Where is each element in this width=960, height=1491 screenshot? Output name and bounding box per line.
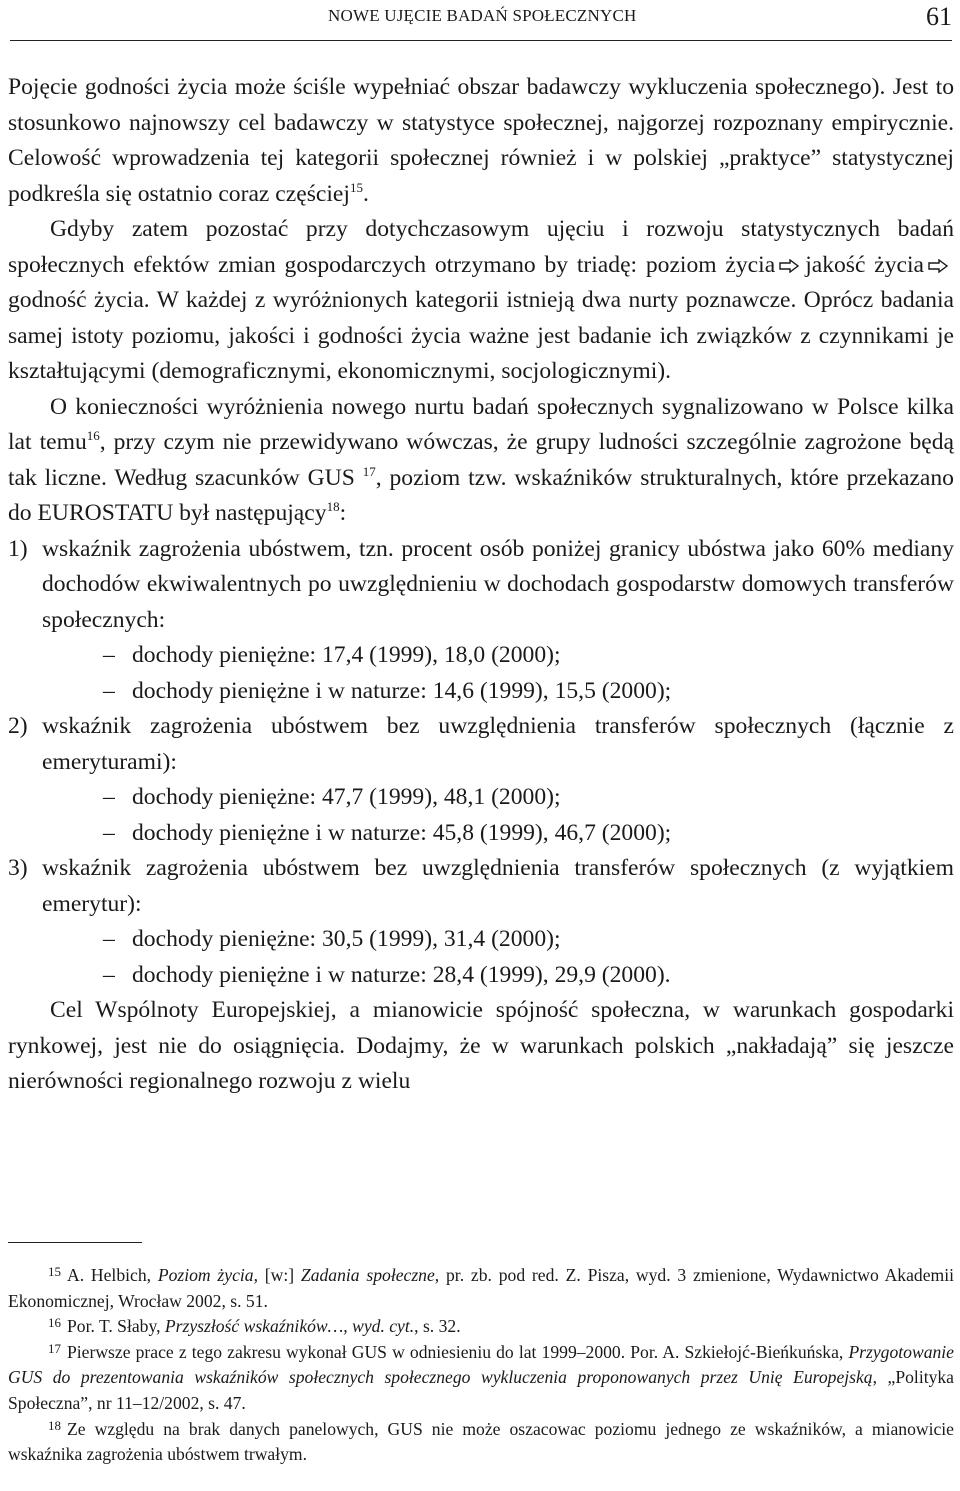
page-number: 61	[926, 2, 952, 31]
right-arrow-icon	[928, 259, 948, 273]
main-text	[8, 70, 954, 1100]
page-header	[10, 0, 952, 41]
footnote-18: $^{18}$ Ze względu na brak danych panelowych, GUS nie może oszacowac poziomu jednego ze wskaźników, a mianowicie wskaźnika zagrożenia ubóstwem trwałym.	[8, 1417, 954, 1465]
right-arrow-icon	[779, 259, 799, 273]
footnote-separator	[8, 1242, 142, 1243]
footnote-ref-15[interactable]: 15	[349, 179, 363, 195]
paragraph-4: Cel Wspólnoty Europejskiej, a mianowicie spójność społeczna, w warunkach gospodarki rynkowej, jest nie do osiągnięcia. Dodajmy, że w warunkach polskich „nakładają” się jeszcze nierówności regionalnego rozwoju z wielu	[8, 997, 954, 1094]
sub-list-item: – dochody pieniężne: 47,7 (1999), 48,1 (2000);	[103, 784, 561, 810]
footnote-ref-16[interactable]: 16	[86, 428, 100, 443]
list-item: 3) wskaźnik zagrożenia ubóstwem bez uwzględnienia transferów społecznych (z wyjątkiem emerytur):	[8, 855, 954, 917]
footnote-17: $^{17}$ Pierwsze prace z tego zakresu wykonał GUS w odniesieniu do lat 1999–2000. Por. A. Szkiełojć-Bieńkuńska, Przygotowanie GUS do prezentowania wskaźników społecznych społecznego wykluczenia proponowanych przez Unię Europejską, „Polityka Społeczna”, nr 11–12/2002, s. 47.	[8, 1340, 954, 1413]
footnote-ref-17[interactable]: 17	[362, 463, 376, 479]
footnotes	[8, 1263, 954, 1468]
footnote-15: $^{15}$ A. Helbich, Poziom życia, [w:] Zadania społeczne, pr. zb. pod red. Z. Pisza, wyd. 3 zmienione, Wydawnictwo Akademii Ekonomicznej, Wrocław 2002, s. 51.	[8, 1264, 954, 1311]
list-item: 1) wskaźnik zagrożenia ubóstwem, tzn. procent osób poniżej granicy ubóstwa jako 60% mediany dochodów ekwiwalentnych po uwzględnieniu w dochodach gospodarstw domowych transferów społecznych:	[8, 535, 954, 633]
running-title: NOWE UJĘCIE BADAŃ SPOŁECZNYCH	[328, 6, 637, 25]
list-item: 2) wskaźnik zagrożenia ubóstwem bez uwzględnienia transferów społecznych (łącznie z emeryturami):	[8, 713, 954, 775]
footnote-ref-18[interactable]: 18	[326, 499, 340, 514]
paragraph-1: Pojęcie godności życia może ściśle wypełniać obszar badawczy wykluczenia społecznego). Jest to stosunkowo najnowszy cel badawczy w statystyce społecznej, najgorzej rozpoznany empirycznie. Celowość wprowadzenia tej kategorii społecznej również i w polskiej „praktyce” statystycznej podkreśla się ostatnio coraz częściej$^{15}$.	[8, 74, 954, 207]
paragraph-2: Gdyby zatem pozostać przy dotychczasowym ujęciu i rozwoju statystycznych badań społecznych efektów zmian gospodarczych otrzymano by triadę: poziom życia jakość życiagodność życia. W każdej z wyróżnionych kategorii istnieją dwa nurty poznawcze. Oprócz badania samej istoty poziomu, jakości i godności życia ważne jest badanie ich związków z czynnikami je kształtującymi (demograficznymi, ekonomicznymi, socjologicznymi).	[8, 216, 954, 384]
paragraph-3: O konieczności wyróżnienia nowego nurtu badań społecznych sygnalizowano w Polsce kilka lat temu$^{16}$, przy czym nie przewidywano wówczas, że grupy ludności szczególnie zagrożone będą tak liczne. Według szacunków GUS $^{17}$, poziom tzw. wskaźników strukturalnych, które przekazano do EUROSTATU był następujący$^{18}$:	[8, 393, 954, 526]
indicator-list	[8, 532, 954, 994]
sub-list-item: – dochody pieniężne: 30,5 (1999), 31,4 (2000);	[103, 926, 561, 952]
sub-list-item: – dochody pieniężne i w naturze: 28,4 (1999), 29,9 (2000).	[103, 961, 671, 988]
sub-list-item: – dochody pieniężne i w naturze: 14,6 (1999), 15,5 (2000);	[103, 677, 672, 704]
footnote-16: $^{16}$ Por. T. Słaby, Przyszłość wskaźników…, wyd. cyt., s. 32.	[48, 1315, 461, 1337]
sub-list-item: – dochody pieniężne: 17,4 (1999), 18,0 (2000);	[103, 642, 561, 668]
sub-list-item: – dochody pieniężne i w naturze: 45,8 (1999), 46,7 (2000);	[103, 819, 672, 846]
